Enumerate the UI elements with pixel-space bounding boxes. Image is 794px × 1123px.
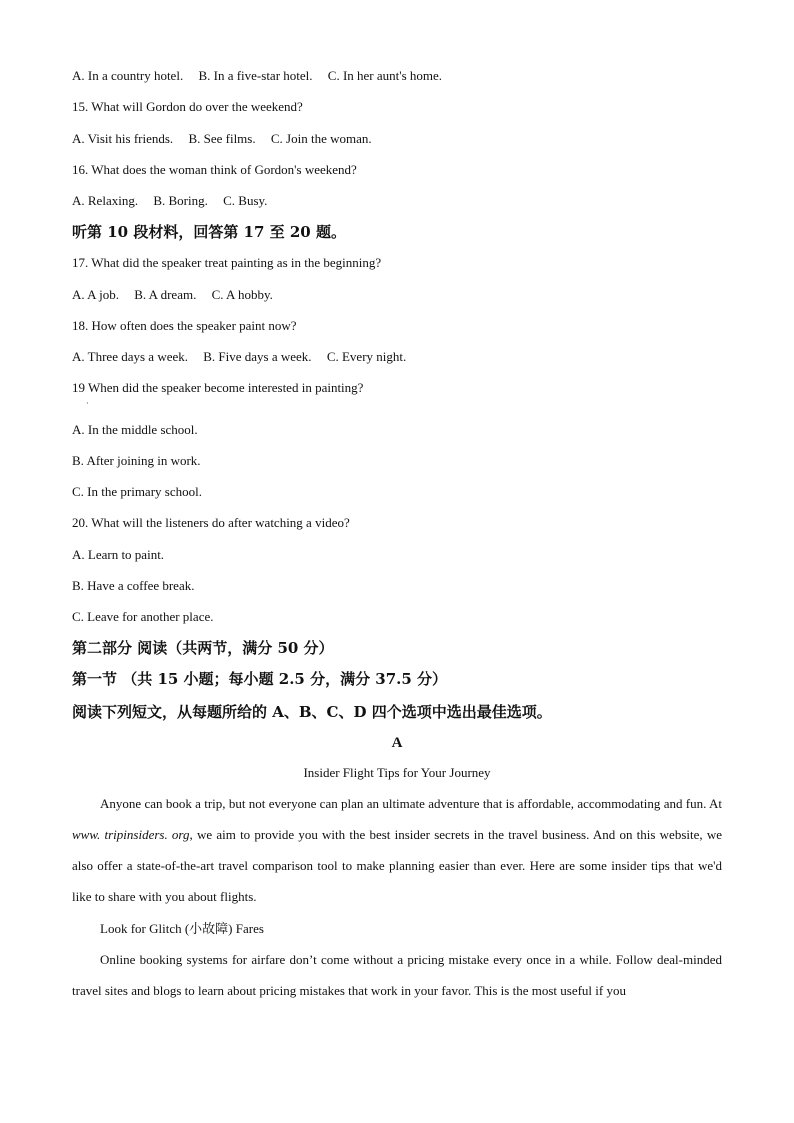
option-c: C. In her aunt's home.	[327, 68, 443, 83]
option-b: B. In a five-star hotel.	[198, 68, 313, 83]
q15-question: 15. What will Gordon do over the weekend?	[72, 99, 303, 114]
q16-options	[72, 193, 267, 209]
q17-question: 17. What did the speaker treat painting as in the beginning?	[72, 255, 382, 270]
passage-title: Insider Flight Tips for Your Journey	[303, 765, 491, 780]
subheading-glitch-fares: Look for Glitch (小故障) Fares	[100, 921, 264, 936]
reading-instruction: 阅读下列短文，从每题所给的 A、B、C、D 四个选项中选出最佳选项。	[72, 703, 552, 721]
option-c: C. Busy.	[223, 193, 268, 208]
option-a: A. Relaxing.	[72, 193, 139, 208]
option-c: C. Join the woman.	[270, 131, 372, 146]
q17-options	[72, 287, 273, 303]
q19-question: 19 When did the speaker become interested in painting?	[72, 380, 364, 395]
q20-question: 20. What will the listeners do after watching a video?	[72, 515, 350, 530]
option-b: B. Five days a week.	[203, 349, 312, 364]
q14-options	[72, 68, 442, 84]
q20-option-b: B. Have a coffee break.	[72, 578, 195, 593]
option-c: C. Every night.	[326, 349, 407, 364]
option-b: B. A dream.	[134, 287, 197, 302]
option-c: C. A hobby.	[211, 287, 273, 302]
q19-option-b: B. After joining in work.	[72, 453, 201, 468]
option-a: A. Three days a week.	[72, 349, 188, 364]
passage-paragraph-1	[72, 788, 722, 912]
passage-letter: A	[391, 735, 403, 751]
q19-option-c: C. In the primary school.	[72, 484, 202, 499]
section1-heading: 第一节 （共 15 小题；每小题 2.5 分，满分 37.5 分）	[72, 670, 448, 688]
option-a: A. In a country hotel.	[72, 68, 184, 83]
para1-text-end: , we aim to provide you with the best insider secrets in the travel business. And on this website, we also offer a state-of-the-art travel comparison tool to make planning easier than ever. Here are some insider tips that we'd like to share with you about flights.	[72, 827, 722, 904]
q18-options	[72, 349, 406, 365]
part2-heading: 第二部分 阅读（共两节，满分 50 分）	[72, 639, 334, 657]
q20-option-c: C. Leave for another place.	[72, 609, 214, 624]
option-b: B. Boring.	[153, 193, 208, 208]
passage-paragraph-2: Online booking systems for airfare don’t come without a pricing mistake every once in a while. Follow deal-minded travel sites and blogs to learn about pricing mistakes that work in your favor. This is the most useful if you	[72, 952, 722, 998]
option-b: B. See films.	[188, 131, 256, 146]
website-link[interactable]: www. tripinsiders. org	[72, 827, 190, 842]
q15-options	[72, 131, 372, 147]
stray-dot: ·	[86, 399, 89, 408]
q19-option-a: A. In the middle school.	[72, 422, 198, 437]
option-a: A. Visit his friends.	[72, 131, 174, 146]
section-10-heading: 听第 10 段材料，回答第 17 至 20 题。	[72, 223, 346, 241]
q20-option-a: A. Learn to paint.	[72, 547, 165, 562]
option-a: A. A job.	[72, 287, 119, 302]
para1-text-start: Anyone can book a trip, but not everyone can plan an ultimate adventure that is affordable, accommodating and fun. At	[100, 796, 722, 811]
q16-question: 16. What does the woman think of Gordon's weekend?	[72, 162, 357, 177]
q18-question: 18. How often does the speaker paint now?	[72, 318, 297, 333]
